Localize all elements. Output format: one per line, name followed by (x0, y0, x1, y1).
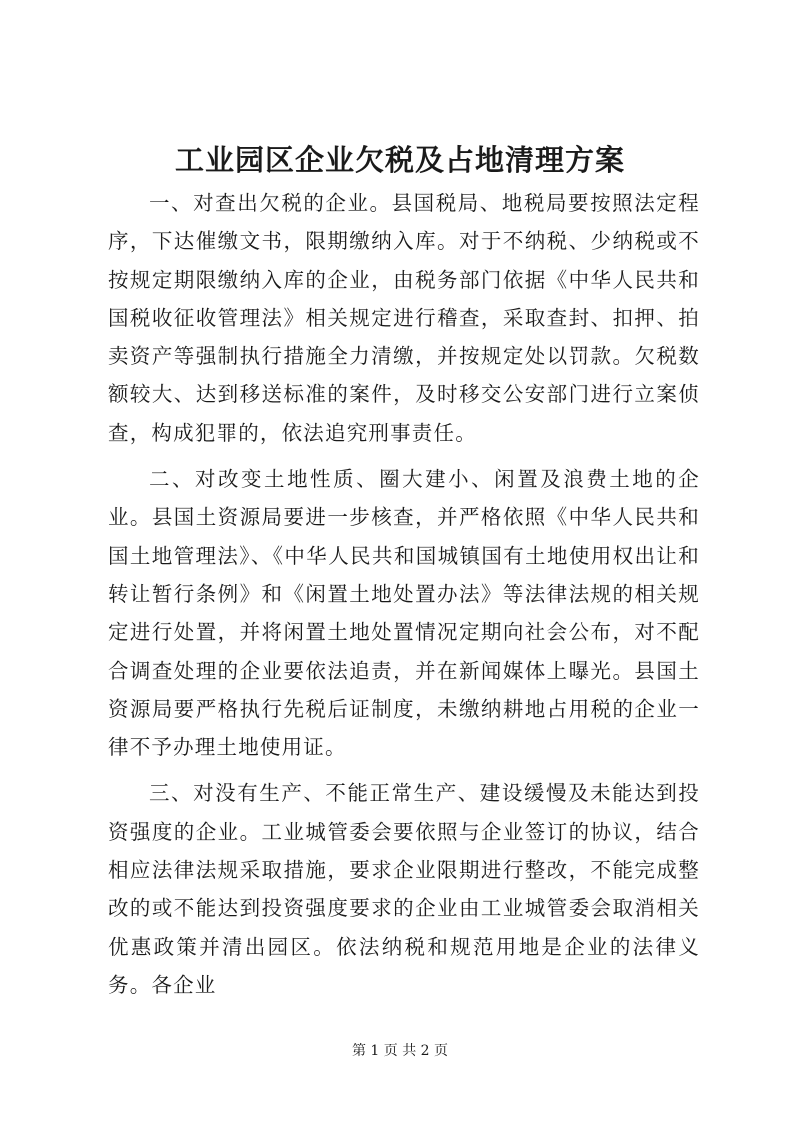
document-body (108, 184, 700, 1012)
page-footer (0, 1041, 800, 1061)
page-number-label: 第 1 页 共 2 页 (351, 1043, 449, 1059)
paragraph-3: 三、对没有生产、不能正常生产、建设缓慢及未能达到投资强度的企业。工业城管委会要依照与企业签订的协议，结合相应法律法规采取措施，要求企业限期进行整改，不能完成整改的或不能达到投资强度要求的企业由工业城管委会取消相关优惠政策并清出园区。依法纳税和规范用地是企业的法律义务。各企业 (108, 781, 700, 997)
paragraph-2: 二、对改变土地性质、圈大建小、闲置及浪费土地的企业。县国土资源局要进一步核查，并严格依照《中华人民共和国土地管理法》、《中华人民共和国城镇国有土地使用权出让和转让暂行条例》和《闲置土地处置办法》等法律法规的相关规定进行处置，并将闲置土地处置情况定期向社会公布，对不配合调查处理的企业要依法追责，并在新闻媒体上曝光。县国土资源局要严格执行先税后证制度，未缴纳耕地占用税的企业一律不予办理土地使用证。 (108, 467, 700, 760)
paragraph-1: 一、对查出欠税的企业。县国税局、地税局要按照法定程序，下达催缴文书，限期缴纳入库。对于不纳税、少纳税或不按规定期限缴纳入库的企业，由税务部门依据《中华人民共和国税收征收管理法》相关规定进行稽查，采取查封、扣押、拍卖资产等强制执行措施全力清缴，并按规定处以罚款。欠税数额较大、达到移送标准的案件，及时移交公安部门进行立案侦查，构成犯罪的，依法追究刑事责任。 (108, 191, 700, 445)
document-title: 工业园区企业欠税及占地清理方案 (174, 143, 625, 177)
